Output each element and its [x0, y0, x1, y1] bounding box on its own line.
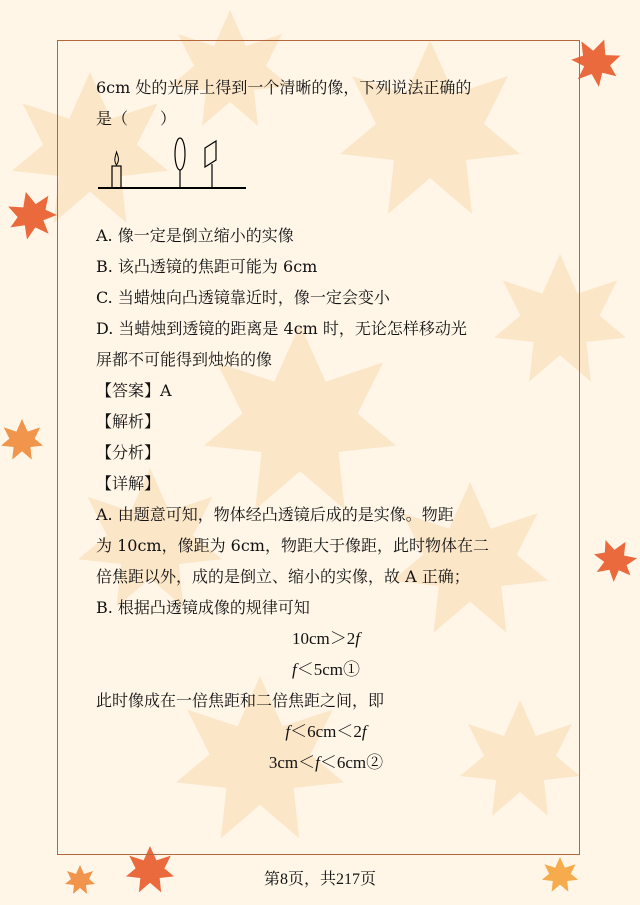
formula-2-f: f: [291, 660, 297, 679]
formula-3-f1: f: [285, 722, 291, 741]
option-d-continued: 屏都不可能得到烛焰的像: [96, 350, 273, 369]
formula-3-f2: f: [361, 722, 367, 741]
explanation-a-line2: 为 10cm，像距为 6cm，物距大于像距，此时物体在二: [96, 536, 489, 555]
formula-4: [96, 747, 556, 778]
explanation-b-line1: B. 根据凸透镜成像的规律可知: [96, 598, 310, 617]
detail-label: 【详解】: [96, 474, 161, 493]
formula-1-f: f: [355, 629, 360, 648]
formula-4-text-a: 3cm＜: [268, 753, 316, 772]
formula-1-text: 10cm＞2: [291, 629, 356, 648]
answer-line: 【答案】A: [96, 381, 172, 400]
formula-3-text: ＜6cm＜2: [290, 722, 362, 741]
question-stem-line2: 是（ ）: [96, 109, 177, 128]
explanation-a-line1: A. 由题意可知，物体经凸透镜后成的是实像。物距: [96, 505, 454, 524]
formula-4-text-b: ＜6cm②: [319, 753, 384, 772]
explanation-a-line3: 倍焦距以外，成的是倒立、缩小的实像，故 A 正确；: [96, 567, 470, 586]
formula-3: [96, 716, 556, 747]
formula-4-f: f: [315, 753, 320, 772]
formula-2: [96, 654, 556, 685]
page-number: 第8页，共217页: [263, 871, 376, 888]
option-d: D. 当蜡烛到透镜的距离是 4cm 时，无论怎样移动光: [96, 319, 467, 338]
analysis-label: 【解析】: [96, 412, 161, 431]
optics-bench-figure: [96, 136, 556, 206]
option-c: C. 当蜡烛向凸透镜靠近时，像一定会变小: [96, 288, 390, 307]
option-b: B. 该凸透镜的焦距可能为 6cm: [96, 257, 318, 276]
formula-1: [96, 623, 556, 654]
question-content: [96, 72, 556, 778]
question-stem-line1: 6cm 处的光屏上得到一个清晰的像，下列说法正确的: [96, 78, 472, 97]
formula-2-text: ＜5cm①: [296, 660, 360, 679]
fenxi-label: 【分析】: [96, 443, 161, 462]
candle-lens-screen-diagram: [96, 136, 256, 206]
explanation-b-line2: 此时像成在一倍焦距和二倍焦距之间，即: [96, 691, 385, 710]
option-a: A. 像一定是倒立缩小的实像: [96, 226, 294, 245]
